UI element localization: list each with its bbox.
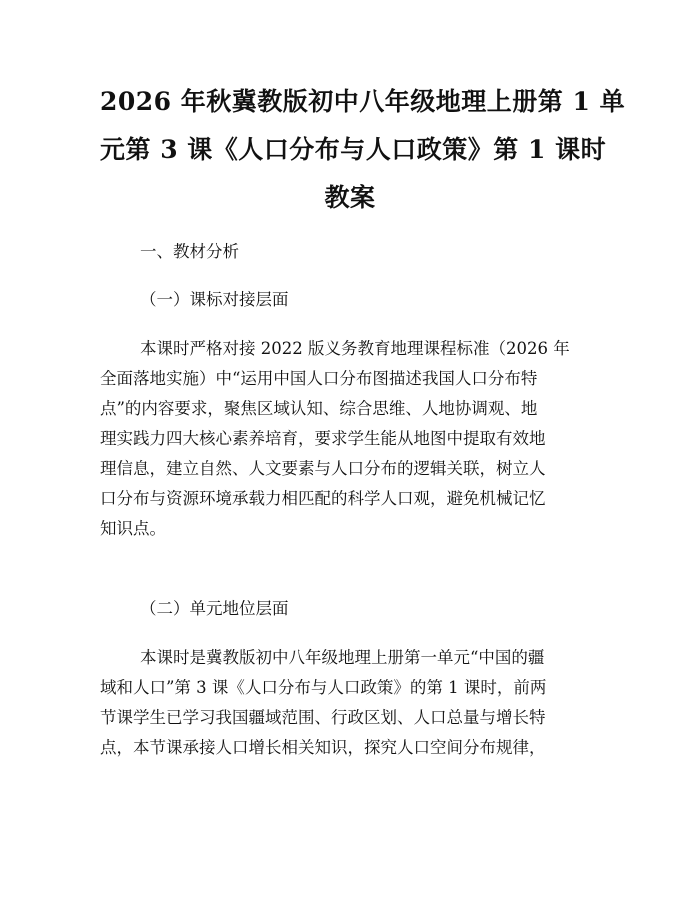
subsection-heading-unit-position: （二）单元地位层面 — [140, 599, 289, 618]
paragraph-line: 口分布与资源环境承载力相匹配的科学人口观，避免机械记忆 — [100, 489, 546, 508]
document-title — [100, 78, 626, 222]
title-line-2: 元第 3 课《人口分布与人口政策》第 1 课时 — [100, 135, 607, 164]
paragraph-line: 知识点。 — [100, 519, 166, 538]
paragraph-line: 节课学生已学习我国疆域范围、行政区划、人口总量与增长特 — [100, 708, 546, 727]
paragraph-unit-position — [100, 643, 600, 763]
paragraph-line: 域和人口”第 3 课《人口分布与人口政策》的第 1 课时，前两 — [100, 678, 547, 697]
title-line-1: 2026 年秋冀教版初中八年级地理上册第 1 单 — [100, 87, 626, 116]
paragraph-line: 本课时严格对接 2022 版义务教育地理课程标准（2026 年 — [140, 339, 570, 358]
subsection-heading-curriculum: （一）课标对接层面 — [140, 290, 289, 309]
section-heading-textbook-analysis: 一、教材分析 — [140, 242, 239, 261]
paragraph-curriculum — [100, 334, 600, 544]
paragraph-line: 全面落地实施）中“运用中国人口分布图描述我国人口分布特 — [100, 369, 538, 388]
title-line-3: 教案 — [324, 183, 376, 212]
paragraph-line: 点，本节课承接人口增长相关知识，探究人口空间分布规律， — [100, 738, 546, 757]
paragraph-line: 本课时是冀教版初中八年级地理上册第一单元“中国的疆 — [140, 648, 545, 667]
paragraph-line: 理信息，建立自然、人文要素与人口分布的逻辑关联，树立人 — [100, 459, 546, 478]
paragraph-line: 点”的内容要求，聚焦区域认知、综合思维、人地协调观、地 — [100, 399, 538, 418]
paragraph-line: 理实践力四大核心素养培育，要求学生能从地图中提取有效地 — [100, 429, 546, 448]
